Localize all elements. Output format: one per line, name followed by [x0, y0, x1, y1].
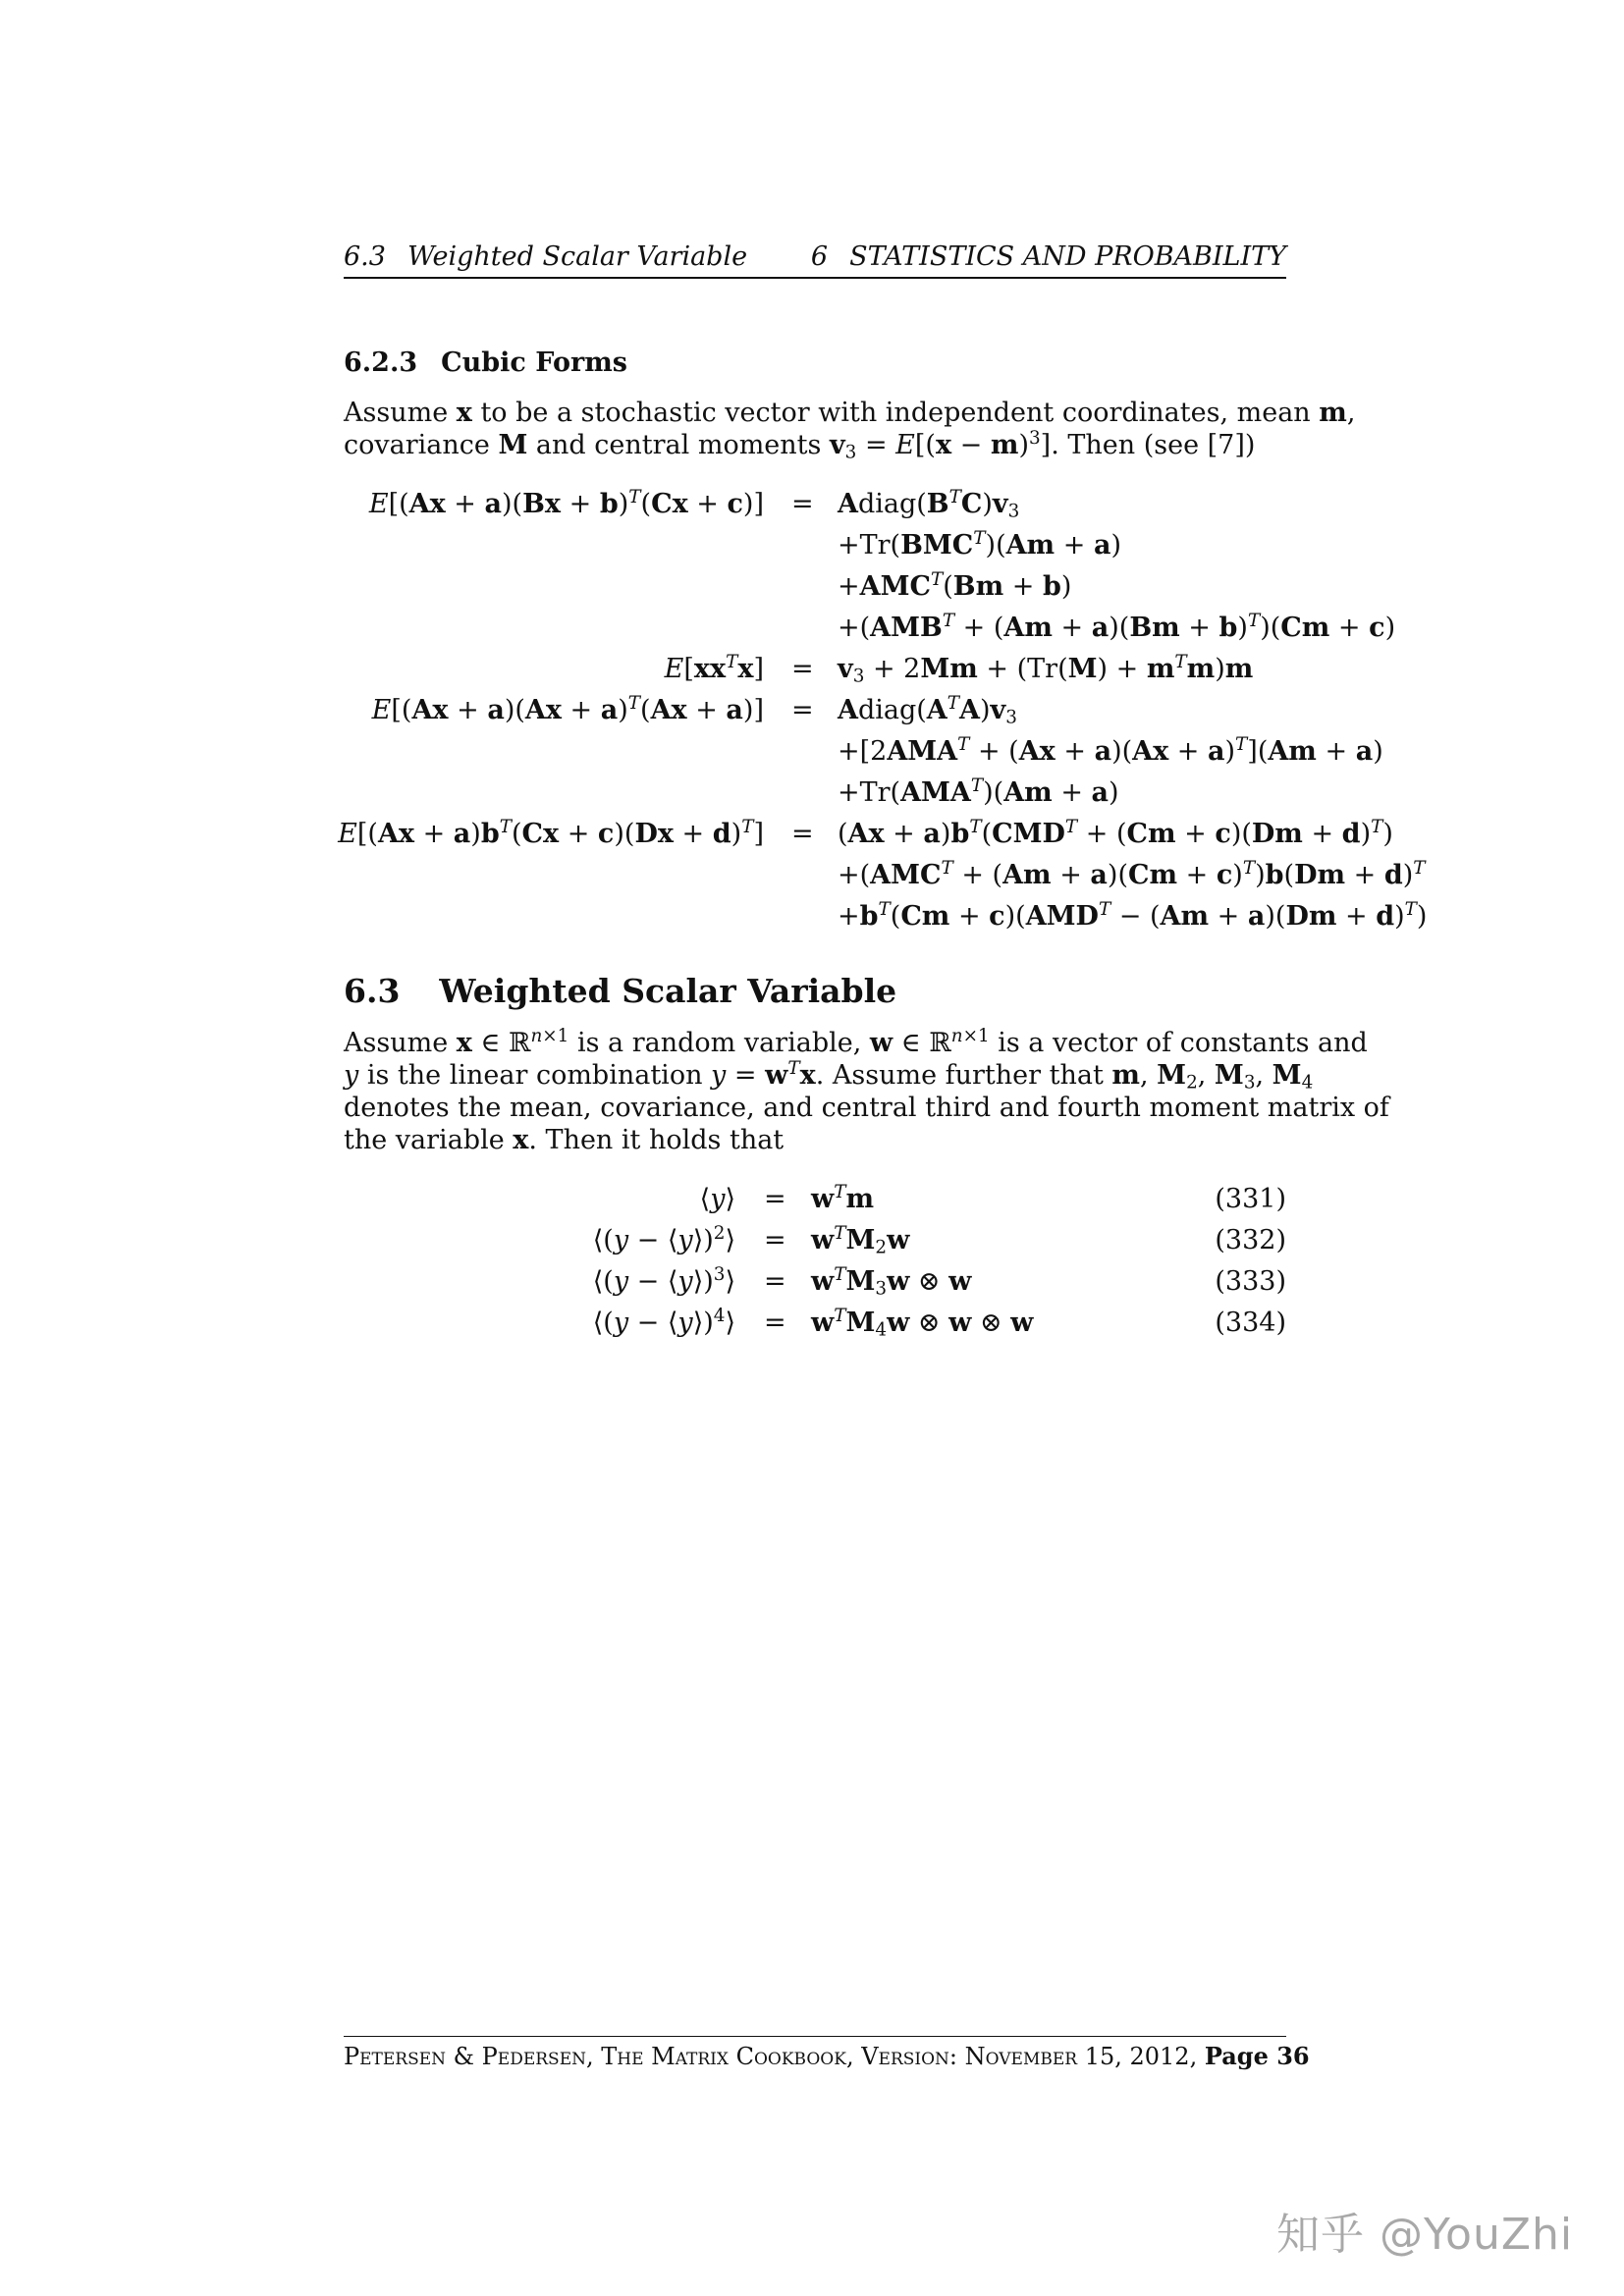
equation-row [0, 898, 1434, 936]
section-heading [344, 972, 896, 1010]
equation-rhs: $+(AMC^T + (Am + a)(Cm + c)^T)b(Dm + d)^T$ [838, 857, 1426, 890]
equation-rhs: $v_3 + 2Mm + (Tr(M) + m^Tm)m$ [838, 651, 1254, 687]
footer-citation: Petersen & Pedersen, The Matrix Cookbook, Version: November 15, 2012, [344, 2043, 1198, 2070]
equation-rhs: $Adiag(A^TA)v_3$ [838, 692, 1017, 728]
section-title: Weighted Scalar Variable [439, 972, 897, 1010]
header-chapter-number: 6 [810, 241, 829, 272]
equals-sign: = [764, 1225, 786, 1255]
equation-lhs: ⟨(y − ⟨y⟩)$^4$⟩ [592, 1305, 735, 1338]
running-header [344, 241, 1286, 273]
header-chapter-title: STATISTICS AND PROBABILITY [849, 241, 1286, 272]
equation-lhs: $E[xx^Tx]$ [664, 651, 764, 684]
equation-rhs: $w^TM_4w$ ⊗ w ⊗ w [811, 1305, 1034, 1341]
weighted-intro [344, 1025, 1389, 1156]
equation-row [0, 527, 1434, 565]
equation-lhs: ⟨(y − ⟨y⟩)$^2$⟩ [592, 1222, 735, 1255]
equation-row [0, 857, 1434, 895]
equation-number: (332) [1215, 1225, 1286, 1255]
equals-sign: = [791, 695, 814, 725]
equation-row [0, 486, 1434, 524]
equation-rhs: $w^TM_2w$ [811, 1222, 910, 1258]
weighted-intro-line-3: denotes the mean, covariance, and central third and fourth moment matrix of [344, 1093, 1389, 1123]
equation-lhs: $E[(Ax + a)(Ax + a)^T(Ax + a)]$ [371, 692, 764, 725]
equals-sign: = [764, 1308, 786, 1338]
equation-rhs: $+AMC^T(Bm + b)$ [838, 568, 1072, 602]
cubic-intro-line-1: Assume x to be a stochastic vector with independent coordinates, mean m, [344, 398, 1356, 428]
equation-row [0, 1305, 1286, 1343]
header-section-number: 6.3 [344, 241, 386, 272]
subsection-heading [344, 347, 627, 378]
equation-number: (331) [1215, 1184, 1286, 1214]
equation-rhs: $+(AMB^T + (Am + a)(Bm + b)^T)(Cm + c)$ [838, 610, 1396, 643]
equals-sign: = [791, 819, 814, 849]
cubic-intro-line-2: covariance M and central moments $v_3 = E[(x - m)^3]$. Then (see [7]) [344, 427, 1256, 463]
equation-row [0, 692, 1434, 730]
cubic-forms-intro [344, 397, 1356, 463]
equation-rhs: $w^TM_3w$ ⊗ w [811, 1263, 972, 1300]
equation-rhs: $Adiag(B^TC)v_3$ [838, 486, 1020, 522]
weighted-intro-line-1: Assume x ∈ ℝ$^{n\times 1}$ is a random variable, w ∈ ℝ$^{n\times 1}$ is a vector of constants and [344, 1025, 1368, 1058]
subsection-number: 6.2.3 [344, 347, 418, 378]
equation-rhs: $+Tr(BMC^T)(Am + a)$ [838, 527, 1121, 561]
equation-rhs: $(Ax + a)b^T(CMD^T + (Cm + c)(Dm + d)^T)$ [838, 816, 1393, 849]
equation-rhs: $+[2AMA^T + (Ax + a)(Ax + a)^T](Am + a)$ [838, 733, 1383, 767]
equals-sign: = [791, 654, 814, 684]
header-section-title: Weighted Scalar Variable [406, 241, 748, 272]
equation-row [0, 568, 1434, 607]
header-right [811, 241, 1286, 272]
equation-lhs: ⟨y⟩ [699, 1184, 735, 1214]
subsection-title: Cubic Forms [441, 347, 627, 378]
equation-lhs: $E[(Ax + a)(Bx + b)^T(Cx + c)]$ [368, 486, 764, 519]
equation-number: (333) [1215, 1266, 1286, 1297]
footer-rule [344, 2036, 1286, 2037]
equation-row [0, 610, 1434, 648]
equation-rhs: $w^Tm$ [811, 1181, 875, 1214]
equation-row [0, 733, 1434, 772]
equation-number: (334) [1215, 1308, 1286, 1338]
equation-row [0, 774, 1434, 813]
header-left [344, 241, 747, 272]
page-number: Page 36 [1204, 2042, 1310, 2070]
equation-row [0, 1222, 1286, 1260]
equation-row [0, 1263, 1286, 1302]
equation-lhs: ⟨(y − ⟨y⟩)$^3$⟩ [592, 1263, 735, 1297]
watermark: 知乎 @YouZhi [1276, 2210, 1574, 2260]
equation-row [0, 651, 1434, 689]
equation-rhs: $+b^T(Cm + c)(AMD^T - (Am + a)(Dm + d)^T)$ [838, 898, 1428, 932]
equation-rhs: $+Tr(AMA^T)(Am + a)$ [838, 774, 1119, 808]
equals-sign: = [764, 1266, 786, 1297]
weighted-intro-line-4: the variable x. Then it holds that [344, 1125, 785, 1155]
equals-sign: = [791, 489, 814, 519]
equation-row [0, 1181, 1286, 1219]
header-rule [344, 277, 1286, 279]
section-number: 6.3 [344, 972, 401, 1010]
weighted-intro-line-2: y is the linear combination $y = w^Tx$. Assume further that m, $M_2$, $M_3$, $M_4$ [344, 1057, 1314, 1094]
equation-row [0, 816, 1434, 854]
equals-sign: = [764, 1184, 786, 1214]
equation-lhs: $E[(Ax + a)b^T(Cx + c)(Dx + d)^T]$ [338, 816, 764, 849]
page-footer [344, 2042, 1310, 2070]
